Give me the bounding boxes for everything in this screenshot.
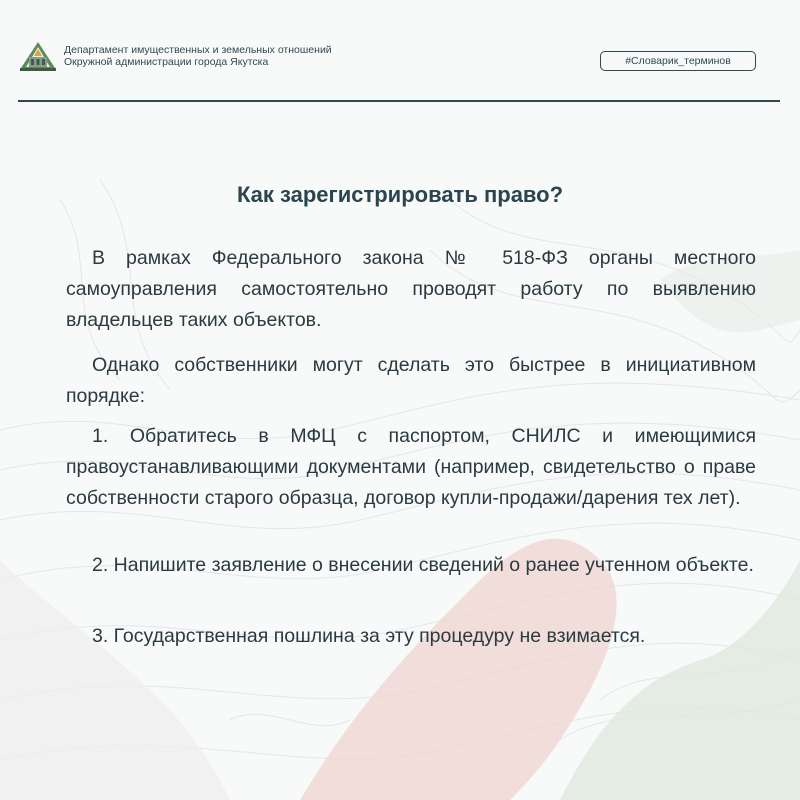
paragraph-initiative: Однако собственники могут сделать это быстрее в инициативном порядке: <box>66 354 756 407</box>
hashtag-badge: #Словарик_терминов <box>600 51 756 71</box>
step-1: 1. Обратитесь в МФЦ с паспортом, СНИЛС и имеющимися правоустанавливающими документами (например, свидетельство о праве собственности старого образца, договор купли-продажи/дарения тех лет). <box>66 425 756 509</box>
header <box>0 0 800 110</box>
step-2: 2. Напишите заявление о внесении сведений о ранее учтенном объекте. <box>92 554 754 576</box>
organization-name <box>64 44 332 68</box>
page-title: Как зарегистрировать право? <box>236 182 564 207</box>
emblem-logo <box>18 40 58 74</box>
paragraph-intro: В рамках Федерального закона № 518-ФЗ органы местного самоуправления самостоятельно проводят работу по выявлению владельцев таких объектов. <box>66 247 756 331</box>
step-3: 3. Государственная пошлина за эту процедуру не взимается. <box>92 625 646 647</box>
org-line-1: Департамент имущественных и земельных отношений <box>64 44 332 56</box>
header-divider <box>18 100 780 102</box>
org-line-2: Окружной администрации города Якутска <box>64 56 269 68</box>
